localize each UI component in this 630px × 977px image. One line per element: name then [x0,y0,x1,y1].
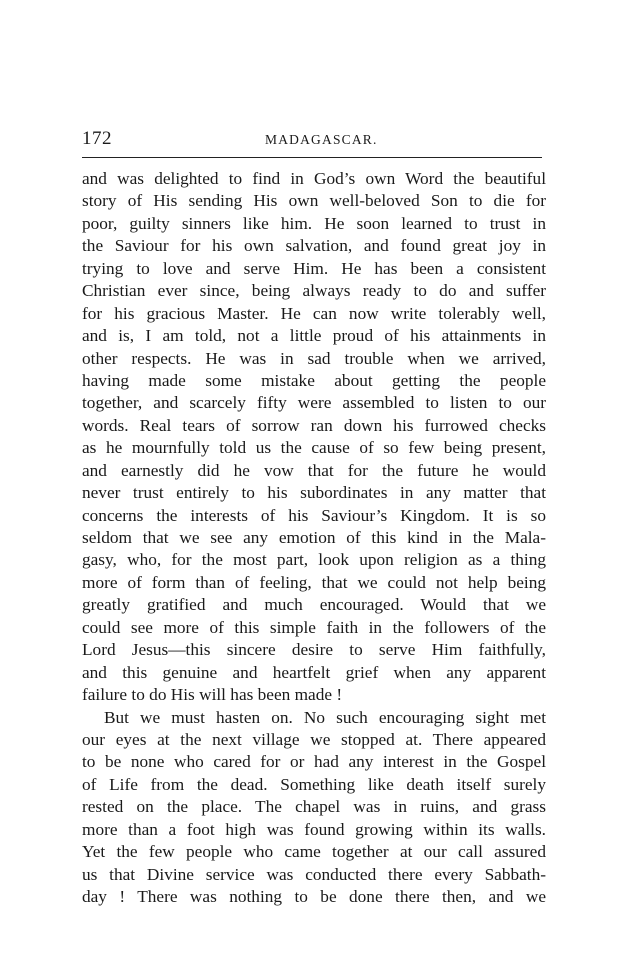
text-line: of Life from the dead. Something like death itself surely [82,774,546,794]
text-line: and was delighted to find in God’s own Word the beautiful [82,169,546,188]
text-line: gasy, who, for the most part, look upon religion as a thing [82,550,546,570]
text-line: seldom that we see any emotion of this kind in the Mala- [82,528,546,547]
text-line: the Saviour for his own salvation, and found great joy in [82,236,546,256]
text-line: as he mournfully told us the cause of so few being present, [82,438,546,458]
text-line: to be none who cared for or had any interest in the Gospel [82,752,546,772]
text-line: more of form than of feeling, that we could not help being [82,572,546,592]
text-line: could see more of this simple faith in the followers of the [82,617,546,637]
running-head [82,128,542,154]
text-line: Lord Jesus—this sincere desire to serve Him faithfully, [82,640,546,660]
body-text [82,168,546,908]
text-line: never trust entirely to his subordinates in any matter that [82,483,546,503]
text-line: our eyes at the next village we stopped at. There appeared [82,729,546,749]
text-line: rested on the place. The chapel was in ruins, and grass [82,797,546,817]
text-line: concerns the interests of his Saviour’s Kingdom. It is so [82,505,546,525]
text-line: and earnestly did he vow that for the future he would [82,460,546,480]
text-line: words. Real tears of sorrow ran down his furrowed checks [82,415,546,435]
text-line: poor, guilty sinners like him. He soon learned to trust in [82,213,546,233]
header-rule [82,157,542,158]
text-line: story of His sending His own well-beloved Son to die for [82,191,546,211]
text-line: failure to do His will has been made ! [82,685,343,705]
text-line: trying to love and serve Him. He has been a consistent [82,258,546,278]
text-line: us that Divine service was conducted there every Sabbath- [82,864,546,884]
text-line: for his gracious Master. He can now write tolerably well, [82,303,546,323]
text-line: But we must hasten on. No such encouraging sight met [104,707,546,727]
text-line: greatly gratified and much encouraged. Would that we [82,595,546,615]
text-line: more than a foot high was found growing within its walls. [82,819,546,839]
page-number: 172 [82,128,112,149]
text-line: and is, I am told, not a little proud of his attainments in [82,326,546,346]
text-line: Yet the few people who came together at our call assured [82,842,546,862]
text-line: together, and scarcely fifty were assembled to listen to our [82,393,546,413]
text-line: other respects. He was in sad trouble when we arrived, [82,348,546,368]
text-line: having made some mistake about getting the people [82,370,546,390]
running-title: MADAGASCAR. [265,132,378,147]
text-line: day ! There was nothing to be done there then, and we [82,887,546,906]
text-line: Christian ever since, being always ready to do and suffer [82,281,546,301]
text-line: and this genuine and heartfelt grief when any apparent [82,662,546,682]
